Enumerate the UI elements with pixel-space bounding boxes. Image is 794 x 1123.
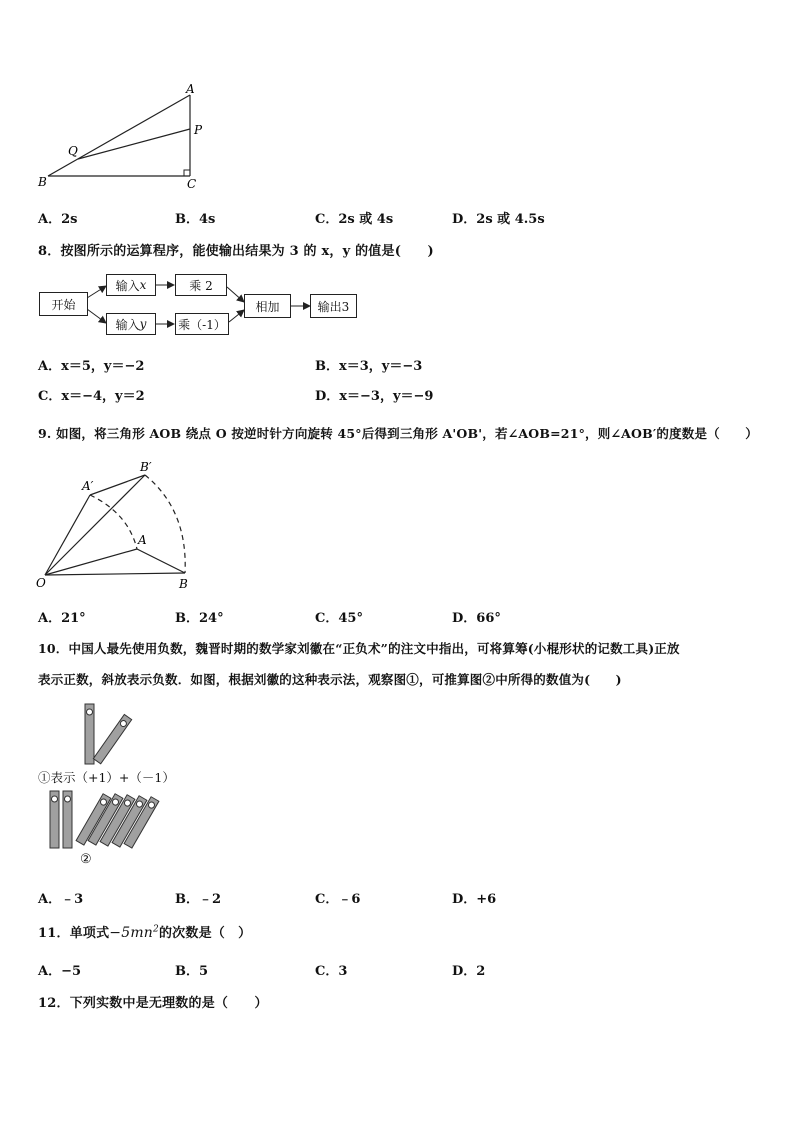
q8-option-d: D．x＝−3，y＝−9 xyxy=(315,389,434,404)
flow-multiply-2-label: 乘 2 xyxy=(189,278,213,293)
q11-stem-prefix: 11．单项式 xyxy=(38,926,110,941)
q11-stem-suffix: 的次数是（ ） xyxy=(158,926,252,941)
flow-input-y-prefix: 输入 xyxy=(115,317,140,332)
q11-option-c: C．3 xyxy=(315,964,348,979)
q10-stem-line2: 表示正数，斜放表示负数．如图，根据刘徽的这种表示法，观察图①，可推算图②中所得的数值为( ) xyxy=(38,672,622,687)
q7-label-b: B xyxy=(38,175,47,189)
q12-stem: 12．下列实数中是无理数的是（ ） xyxy=(38,996,268,1011)
q10-figure-2-caption: ② xyxy=(80,852,92,867)
q10-counting-rods-figure-2 xyxy=(45,788,170,850)
q11-stem xyxy=(38,922,251,941)
q9-label-a: A xyxy=(138,533,147,547)
flow-input-x-prefix: 输入 xyxy=(115,278,140,293)
q8-option-b: B．x＝3，y＝−3 xyxy=(315,359,423,374)
flow-output-box xyxy=(310,294,357,318)
q10-option-c: C．﹣6 xyxy=(315,892,361,907)
q9-option-c: C．45° xyxy=(315,611,363,626)
q10-option-d: D．+6 xyxy=(452,892,497,907)
flow-input-x-var: x xyxy=(139,278,147,292)
q10-figure-1-caption: ①表示（+1）+（－1） xyxy=(38,770,175,785)
q9-rotation-figure xyxy=(30,455,210,595)
q11-expression: $-5mn^2$ xyxy=(109,924,159,941)
q11-option-d: D．2 xyxy=(452,964,486,979)
q9-label-b-prime: B′ xyxy=(140,460,152,474)
q8-option-a: A．x＝5，y＝−2 xyxy=(38,359,145,374)
q10-counting-rods-figure-1 xyxy=(80,700,150,770)
q9-label-a-prime: A′ xyxy=(82,479,94,493)
q11-option-b: B．5 xyxy=(175,964,209,979)
q9-option-a: A．21° xyxy=(38,611,86,626)
q8-option-c: C．x＝−4，y＝2 xyxy=(38,389,145,404)
q10-option-b: B．﹣2 xyxy=(175,892,222,907)
flow-add-label: 相加 xyxy=(255,299,280,314)
q7-triangle-figure xyxy=(30,80,220,195)
q11-option-a: A．−5 xyxy=(38,964,82,979)
flow-input-y-box xyxy=(106,313,156,335)
q10-option-a: A．﹣3 xyxy=(38,892,84,907)
q7-option-d: D．2s 或 4.5s xyxy=(452,212,545,227)
q10-stem-line1: 10．中国人最先使用负数，魏晋时期的数学家刘徽在“正负术”的注文中指出，可将算筹(小棍形状的记数工具)正放 xyxy=(38,641,680,656)
q9-option-d: D．66° xyxy=(452,611,501,626)
q9-stem: 9. 如图，将三角形 AOB 绕点 O 按逆时针方向旋转 45°后得到三角形 A'OB'，若∠AOB=21°，则∠AOB′的度数是（ ） xyxy=(38,426,758,441)
flow-start-label: 开始 xyxy=(51,297,76,312)
flow-add-box xyxy=(244,294,291,318)
flow-multiply-neg1-box xyxy=(175,313,229,335)
flow-input-y-var: y xyxy=(139,317,147,331)
flow-multiply-2-box xyxy=(175,274,227,296)
flow-multiply-neg1-label: 乘（-1） xyxy=(178,317,226,332)
flow-start-box xyxy=(39,292,88,316)
q9-label-o: O xyxy=(36,576,46,590)
q7-label-c: C xyxy=(187,177,197,191)
q7-option-c: C．2s 或 4s xyxy=(315,212,394,227)
flow-output-label: 输出3 xyxy=(317,299,350,314)
q7-option-a: A．2s xyxy=(38,212,78,227)
q9-option-b: B．24° xyxy=(175,611,224,626)
flow-input-x-box xyxy=(106,274,156,296)
q9-label-b: B xyxy=(179,577,188,591)
q8-stem: 8．按图所示的运算程序，能使输出结果为 3 的 x，y 的值是( ) xyxy=(38,244,434,259)
q7-label-p: P xyxy=(194,123,203,137)
q7-option-b: B．4s xyxy=(175,212,216,227)
q7-label-q: Q xyxy=(68,144,78,158)
q7-label-a: A xyxy=(186,82,195,96)
